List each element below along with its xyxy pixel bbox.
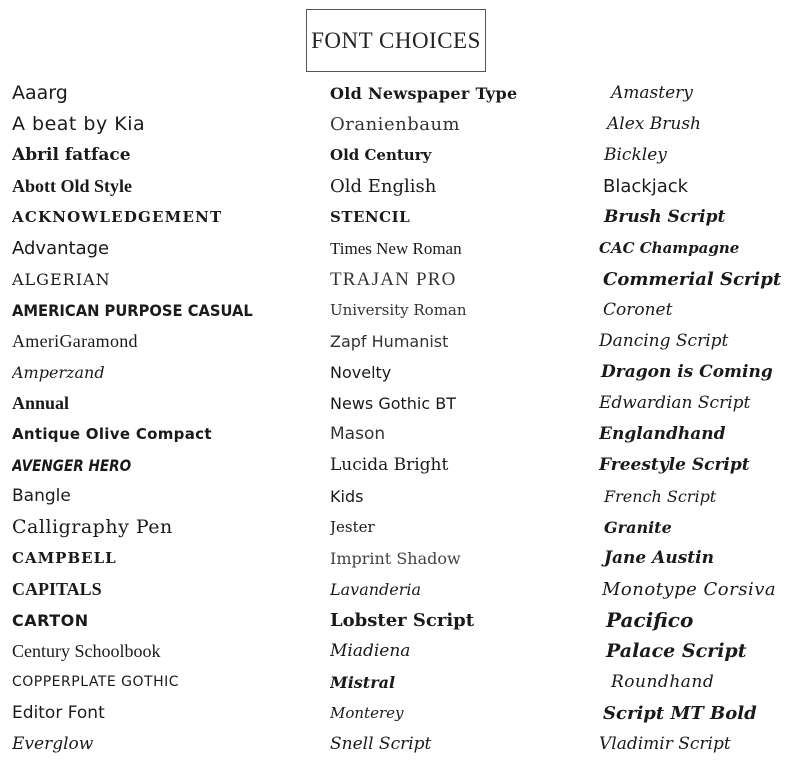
font-name: Blackjack	[603, 176, 689, 197]
font-name: Freestyle Script	[599, 455, 750, 475]
font-name: Novelty	[330, 363, 392, 382]
font-name: Calligraphy Pen	[12, 516, 173, 538]
font-name: Editor Font	[12, 703, 105, 723]
font-name: CAPITALS	[12, 579, 102, 599]
font-name: Monotype Corsiva	[602, 579, 777, 600]
font-name: Pacifico	[606, 608, 694, 632]
font-list-column-2	[330, 78, 590, 760]
font-name: AMERICAN PURPOSE CASUAL	[12, 301, 253, 320]
font-name: AVENGER HERO	[12, 456, 132, 475]
font-name: Commerial Script	[603, 269, 782, 290]
font-name: CAMPBELL	[12, 549, 117, 567]
font-name: Monterey	[330, 704, 404, 722]
font-name: Old English	[330, 176, 437, 197]
font-name: Old Century	[330, 146, 432, 164]
font-name: Century Schoolbook	[12, 641, 161, 661]
font-name: Englandhand	[599, 424, 726, 444]
font-name: Advantage	[12, 238, 110, 259]
font-name: Amastery	[611, 83, 693, 103]
font-name: Dragon is Coming	[601, 362, 773, 382]
font-name: AmeriGaramond	[12, 331, 138, 351]
font-name: Zapf Humanist	[330, 332, 449, 351]
font-name: Palace Script	[606, 640, 747, 662]
font-name: University Roman	[330, 301, 467, 319]
font-name: Lucida Bright	[330, 455, 449, 475]
font-name: STENCIL	[330, 208, 411, 226]
font-name: Bangle	[12, 486, 71, 506]
font-name: French Script	[604, 487, 717, 506]
font-name: News Gothic BT	[330, 394, 456, 413]
font-name: COPPERPLATE GOTHIC	[12, 674, 180, 690]
font-name: Edwardian Script	[599, 393, 751, 413]
page-title: FONT CHOICES	[306, 9, 486, 72]
font-name: Roundhand	[611, 672, 715, 692]
font-name: Kids	[330, 487, 364, 506]
font-name: Bickley	[604, 145, 667, 165]
font-name: Abril fatface	[12, 145, 131, 165]
font-name: A beat by Kia	[12, 113, 146, 135]
font-name: Old Newspaper Type	[330, 84, 518, 103]
font-name: Times New Roman	[330, 239, 462, 258]
font-name: Abott Old Style	[12, 176, 133, 196]
font-name: CAC Champagne	[599, 239, 740, 257]
font-name: Alex Brush	[607, 114, 702, 134]
font-name: CARTON	[12, 611, 89, 630]
font-name: Mason	[330, 424, 386, 444]
font-list-column-3	[599, 78, 794, 760]
font-name: Lavanderia	[330, 580, 422, 599]
font-name: ALGERIAN	[12, 270, 111, 289]
font-name: Brush Script	[604, 207, 726, 227]
font-name: Snell Script	[330, 734, 432, 754]
font-name: Vladimir Script	[599, 734, 731, 754]
font-name: Jane Austin	[604, 548, 714, 568]
font-name: Miadiena	[330, 641, 411, 661]
font-name: Aaarg	[12, 82, 68, 104]
font-list-column-1	[12, 78, 312, 760]
font-name: Script MT Bold	[603, 703, 757, 724]
font-name: Granite	[604, 518, 672, 537]
font-name: Amperzand	[12, 363, 105, 382]
font-name: Everglow	[12, 734, 94, 754]
font-name: Oranienbaum	[330, 114, 461, 135]
font-name: Jester	[330, 518, 375, 536]
font-name: Mistral	[330, 673, 396, 692]
font-name: Lobster Script	[330, 610, 475, 631]
font-name: TRAJAN PRO	[330, 269, 457, 290]
font-name: Annual	[12, 393, 70, 413]
font-name: Dancing Script	[599, 331, 729, 351]
font-name: Imprint Shadow	[330, 549, 461, 568]
font-name: ACKNOWLEDGEMENT	[12, 208, 223, 226]
font-name: Antique Olive Compact	[12, 425, 212, 443]
font-name: Coronet	[603, 300, 673, 320]
